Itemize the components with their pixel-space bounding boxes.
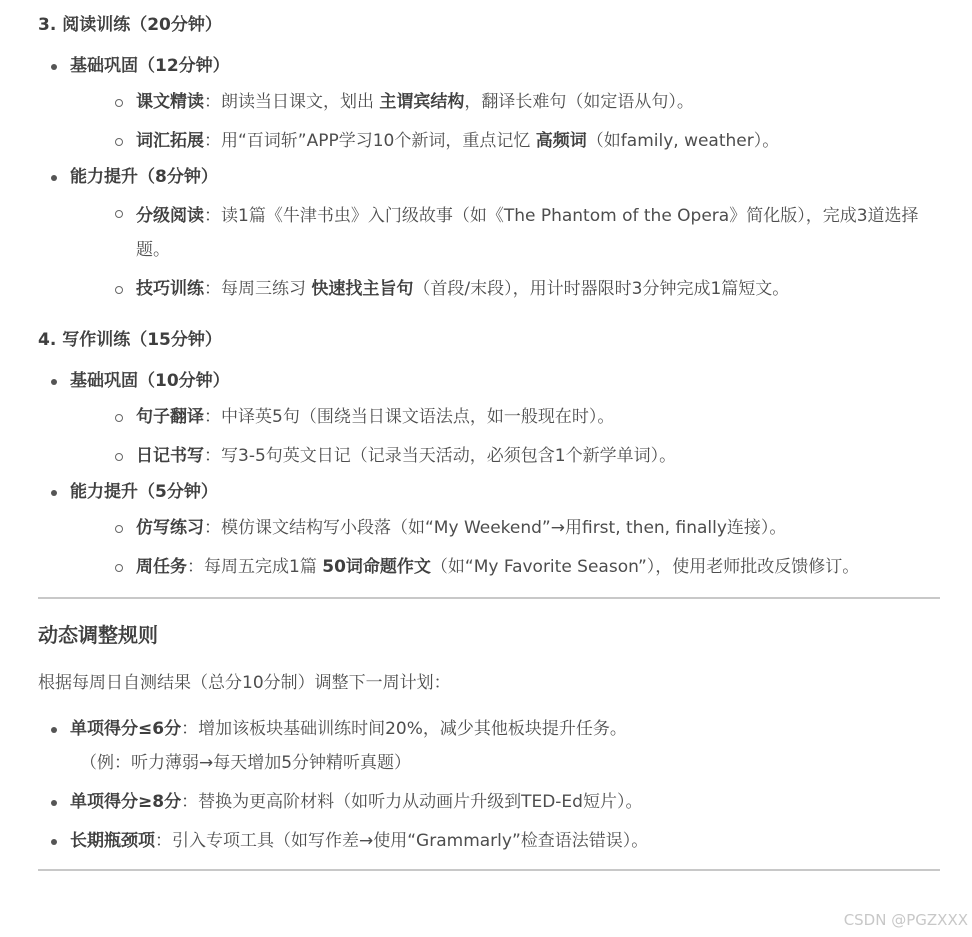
list-item [70, 275, 940, 303]
item-text: （如“My Favorite Season”），使用老师批改反馈修订。 [430, 557, 860, 577]
sub-list [70, 199, 940, 303]
list-item [38, 788, 940, 816]
group-heading: 能力提升（8分钟） [70, 167, 218, 187]
item-emphasis: 50词命题作文 [322, 557, 431, 577]
section-4-list [38, 367, 940, 581]
item-term: 句子翻译 [136, 407, 204, 427]
item-emphasis: 主谓宾结构 [379, 92, 465, 112]
list-item [70, 88, 940, 116]
item-term: 周任务 [136, 557, 187, 577]
item-text: ：模仿课文结构写小段落（如“My Weekend”→用first, then, finally连接）。 [204, 518, 787, 538]
item-term: 课文精读 [136, 92, 204, 112]
list-item [70, 127, 940, 155]
item-text: （如family, weather）。 [586, 131, 780, 151]
list-item [38, 478, 940, 581]
item-text: ：每周五完成1篇 [187, 557, 323, 577]
item-text: ：用“百词斩”APP学习10个新词，重点记忆 [204, 131, 536, 151]
divider [38, 869, 940, 871]
group-heading: 基础巩固（12分钟） [70, 56, 230, 76]
item-term: 分级阅读 [136, 206, 204, 226]
divider [38, 597, 940, 599]
list-item [38, 367, 940, 470]
list-item [38, 827, 940, 855]
item-emphasis: 高频词 [535, 131, 587, 151]
item-term: 长期瓶颈项 [70, 831, 155, 851]
section-3-list [38, 52, 940, 303]
rules-heading: 动态调整规则 [38, 623, 158, 647]
item-text: ：替换为更高阶材料（如听力从动画片升级到TED-Ed短片）。 [181, 792, 643, 812]
document-body [38, 10, 940, 871]
rules-intro: 根据每周日自测结果（总分10分制）调整下一周计划： [38, 673, 451, 693]
item-text: ：写3-5句英文日记（记录当天活动，必须包含1个新学单词）。 [204, 446, 677, 466]
item-term: 单项得分≥8分 [70, 792, 182, 812]
item-text: ：增加该板块基础训练时间20%，减少其他板块提升任务。 [181, 719, 627, 739]
item-term: 仿写练习 [136, 518, 204, 538]
watermark: CSDN @PGZXXX [843, 911, 968, 929]
item-text: ：引入专项工具（如写作差→使用“Grammarly”检查语法错误）。 [155, 831, 649, 851]
list-item [38, 52, 940, 155]
group-heading: 基础巩固（10分钟） [70, 371, 230, 391]
list-item [70, 553, 940, 581]
list-item [70, 403, 940, 431]
item-term: 单项得分≤6分 [70, 719, 182, 739]
rules-list [38, 715, 940, 855]
list-item [70, 199, 940, 267]
item-emphasis: 快速找主旨句 [311, 279, 414, 299]
group-heading: 能力提升（5分钟） [70, 482, 218, 502]
list-item [38, 163, 940, 303]
item-example: （例：听力薄弱→每天增加5分钟精听真题） [80, 753, 412, 773]
section-3-heading: 3. 阅读训练（20分钟） [38, 15, 222, 35]
item-text: ：每周三练习 [204, 279, 312, 299]
item-text: ：读1篇《牛津书虫》入门级故事（如《The Phantom of the Opera》简化版），完成3道选择题。 [136, 206, 919, 260]
list-item [70, 514, 940, 542]
item-text: ：朗读当日课文，划出 [204, 92, 380, 112]
item-text: ：中译英5句（围绕当日课文语法点，如一般现在时）。 [204, 407, 615, 427]
item-term: 日记书写 [136, 446, 204, 466]
sub-list [70, 88, 940, 155]
item-term: 技巧训练 [136, 279, 204, 299]
item-text: （首段/末段），用计时器限时3分钟完成1篇短文。 [413, 279, 790, 299]
section-4-heading: 4. 写作训练（15分钟） [38, 330, 222, 350]
list-item [70, 442, 940, 470]
sub-list [70, 514, 940, 581]
sub-list [70, 403, 940, 470]
item-term: 词汇拓展 [136, 131, 204, 151]
list-item [38, 715, 940, 777]
item-text: ，翻译长难句（如定语从句）。 [464, 92, 694, 112]
